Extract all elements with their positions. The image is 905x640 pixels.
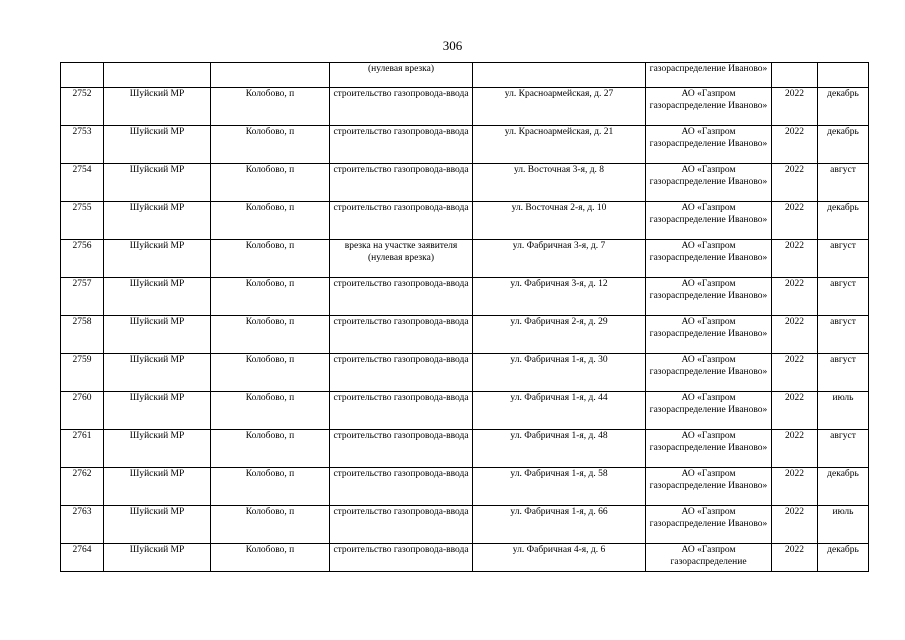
cell-month: июль (818, 506, 869, 544)
cell-year: 2022 (772, 392, 818, 430)
table-body (61, 63, 869, 572)
table-row (61, 392, 869, 430)
cell-settlement: Колобово, п (211, 506, 330, 544)
cell-district: Шуйский МР (104, 392, 211, 430)
cell-num: 2764 (61, 544, 104, 572)
cell-settlement: Колобово, п (211, 126, 330, 164)
cell-year: 2022 (772, 316, 818, 354)
cell-year: 2022 (772, 468, 818, 506)
table-row (61, 202, 869, 240)
cell-month: июль (818, 392, 869, 430)
table-row-continuation (61, 63, 869, 88)
cell-work: строительство газопровода-ввода (330, 202, 473, 240)
cell-operator: АО «Газпром газораспределение Иваново» (646, 468, 772, 506)
cell-district: Шуйский МР (104, 354, 211, 392)
cell-num: 2756 (61, 240, 104, 278)
cell-work: строительство газопровода-ввода (330, 468, 473, 506)
cell-work: строительство газопровода-ввода (330, 544, 473, 572)
cell-month (818, 63, 869, 88)
cell-month: август (818, 240, 869, 278)
cell-work: врезка на участке заявителя (нулевая врезка) (330, 240, 473, 278)
cell-month: декабрь (818, 126, 869, 164)
cell-year: 2022 (772, 126, 818, 164)
table-row (61, 88, 869, 126)
cell-settlement: Колобово, п (211, 544, 330, 572)
cell-month: август (818, 430, 869, 468)
table-row (61, 240, 869, 278)
table-row (61, 544, 869, 572)
table-row (61, 468, 869, 506)
page-number: 306 (442, 38, 463, 53)
cell-address: ул. Фабричная 1-я, д. 66 (473, 506, 646, 544)
cell-operator: АО «Газпром газораспределение Иваново» (646, 240, 772, 278)
cell-operator: АО «Газпром газораспределение (646, 544, 772, 572)
cell-month: август (818, 316, 869, 354)
cell-num: 2762 (61, 468, 104, 506)
cell-settlement (211, 63, 330, 88)
cell-district: Шуйский МР (104, 88, 211, 126)
cell-work: строительство газопровода-ввода (330, 278, 473, 316)
cell-address: ул. Восточная 3-я, д. 8 (473, 164, 646, 202)
cell-settlement: Колобово, п (211, 88, 330, 126)
cell-settlement: Колобово, п (211, 392, 330, 430)
cell-district: Шуйский МР (104, 430, 211, 468)
cell-num: 2759 (61, 354, 104, 392)
cell-operator: АО «Газпром газораспределение Иваново» (646, 202, 772, 240)
cell-year (772, 63, 818, 88)
cell-year: 2022 (772, 240, 818, 278)
cell-address (473, 63, 646, 88)
cell-num: 2761 (61, 430, 104, 468)
cell-settlement: Колобово, п (211, 278, 330, 316)
cell-month: август (818, 354, 869, 392)
cell-address: ул. Красноармейская, д. 27 (473, 88, 646, 126)
cell-district: Шуйский МР (104, 278, 211, 316)
cell-year: 2022 (772, 354, 818, 392)
cell-district: Шуйский МР (104, 506, 211, 544)
cell-district: Шуйский МР (104, 240, 211, 278)
cell-operator: АО «Газпром газораспределение Иваново» (646, 316, 772, 354)
cell-work: строительство газопровода-ввода (330, 316, 473, 354)
cell-settlement: Колобово, п (211, 240, 330, 278)
cell-num: 2757 (61, 278, 104, 316)
cell-year: 2022 (772, 278, 818, 316)
cell-operator: АО «Газпром газораспределение Иваново» (646, 126, 772, 164)
cell-work: строительство газопровода-ввода (330, 392, 473, 430)
table-row (61, 278, 869, 316)
cell-address: ул. Фабричная 1-я, д. 48 (473, 430, 646, 468)
cell-operator: АО «Газпром газораспределение Иваново» (646, 392, 772, 430)
cell-operator: АО «Газпром газораспределение Иваново» (646, 506, 772, 544)
cell-operator: АО «Газпром газораспределение Иваново» (646, 88, 772, 126)
cell-address: ул. Фабричная 1-я, д. 30 (473, 354, 646, 392)
cell-address: ул. Красноармейская, д. 21 (473, 126, 646, 164)
cell-month: август (818, 278, 869, 316)
table-row (61, 506, 869, 544)
cell-month: август (818, 164, 869, 202)
cell-operator: газораспределение Иваново» (646, 63, 772, 88)
cell-year: 2022 (772, 202, 818, 240)
cell-num: 2752 (61, 88, 104, 126)
cell-num: 2760 (61, 392, 104, 430)
cell-settlement: Колобово, п (211, 468, 330, 506)
cell-settlement: Колобово, п (211, 430, 330, 468)
cell-work: строительство газопровода-ввода (330, 506, 473, 544)
cell-year: 2022 (772, 544, 818, 572)
cell-operator: АО «Газпром газораспределение Иваново» (646, 278, 772, 316)
cell-district: Шуйский МР (104, 164, 211, 202)
cell-num: 2755 (61, 202, 104, 240)
table-row (61, 354, 869, 392)
cell-work: строительство газопровода-ввода (330, 88, 473, 126)
table-row (61, 430, 869, 468)
cell-work: строительство газопровода-ввода (330, 354, 473, 392)
cell-address: ул. Фабричная 2-я, д. 29 (473, 316, 646, 354)
cell-num (61, 63, 104, 88)
cell-num: 2753 (61, 126, 104, 164)
cell-settlement: Колобово, п (211, 202, 330, 240)
cell-address: ул. Восточная 2-я, д. 10 (473, 202, 646, 240)
cell-settlement: Колобово, п (211, 164, 330, 202)
cell-address: ул. Фабричная 4-я, д. 6 (473, 544, 646, 572)
cell-district: Шуйский МР (104, 202, 211, 240)
cell-year: 2022 (772, 506, 818, 544)
cell-work: строительство газопровода-ввода (330, 164, 473, 202)
cell-work: строительство газопровода-ввода (330, 430, 473, 468)
cell-district: Шуйский МР (104, 468, 211, 506)
cell-address: ул. Фабричная 1-я, д. 58 (473, 468, 646, 506)
cell-settlement: Колобово, п (211, 354, 330, 392)
cell-district: Шуйский МР (104, 316, 211, 354)
cell-num: 2754 (61, 164, 104, 202)
cell-address: ул. Фабричная 3-я, д. 12 (473, 278, 646, 316)
cell-year: 2022 (772, 88, 818, 126)
cell-month: декабрь (818, 88, 869, 126)
cell-month: декабрь (818, 544, 869, 572)
cell-month: декабрь (818, 202, 869, 240)
cell-settlement: Колобово, п (211, 316, 330, 354)
cell-work: (нулевая врезка) (330, 63, 473, 88)
cell-address: ул. Фабричная 1-я, д. 44 (473, 392, 646, 430)
table-row (61, 316, 869, 354)
cell-work: строительство газопровода-ввода (330, 126, 473, 164)
cell-year: 2022 (772, 164, 818, 202)
cell-month: декабрь (818, 468, 869, 506)
cell-operator: АО «Газпром газораспределение Иваново» (646, 354, 772, 392)
cell-district (104, 63, 211, 88)
cell-district: Шуйский МР (104, 544, 211, 572)
cell-operator: АО «Газпром газораспределение Иваново» (646, 430, 772, 468)
table-row (61, 126, 869, 164)
cell-address: ул. Фабричная 3-я, д. 7 (473, 240, 646, 278)
cell-district: Шуйский МР (104, 126, 211, 164)
cell-num: 2758 (61, 316, 104, 354)
table-row (61, 164, 869, 202)
cell-operator: АО «Газпром газораспределение Иваново» (646, 164, 772, 202)
gasification-table (60, 62, 869, 572)
cell-num: 2763 (61, 506, 104, 544)
cell-year: 2022 (772, 430, 818, 468)
